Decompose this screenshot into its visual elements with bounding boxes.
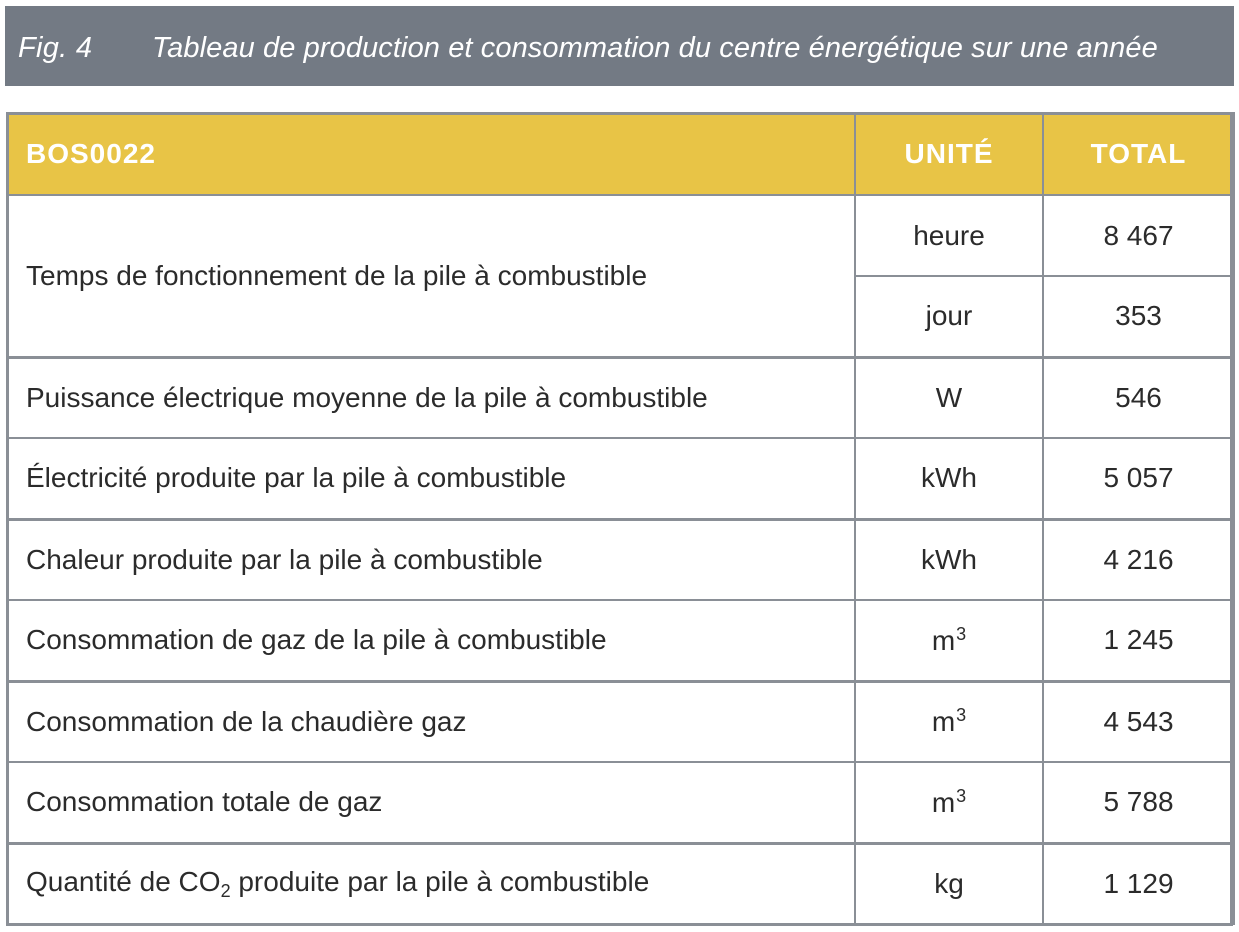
row-label: Consommation de gaz de la pile à combustible: [7, 600, 855, 681]
label-subscript: 2: [220, 880, 231, 901]
unit-base: m: [931, 706, 956, 738]
row-label: Électricité produite par la pile à combustible: [7, 438, 855, 519]
header-total: TOTAL: [1043, 113, 1234, 195]
row-total: 1 245: [1043, 600, 1234, 681]
data-table: [6, 112, 1235, 925]
table-row: [7, 681, 1234, 762]
unit-superscript: 3: [956, 705, 967, 726]
unit-base: m: [931, 624, 956, 656]
row-total: 546: [1043, 357, 1234, 438]
row-total: 5 057: [1043, 438, 1234, 519]
unit-base: m: [931, 786, 956, 818]
row-total: 353: [1043, 276, 1234, 357]
unit-superscript: 3: [956, 623, 967, 644]
row-total: 8 467: [1043, 195, 1234, 276]
table-row: [7, 843, 1234, 924]
row-label: Temps de fonctionnement de la pile à combustible: [7, 195, 855, 357]
row-unit: [855, 681, 1043, 762]
figure-number: Fig. 4: [18, 32, 93, 64]
row-total: 5 788: [1043, 762, 1234, 843]
row-unit: kg: [855, 843, 1043, 924]
row-label: Chaleur produite par la pile à combustible: [7, 519, 855, 600]
row-unit: [855, 600, 1043, 681]
label-post: produite par la pile à combustible: [230, 865, 650, 897]
table-row: [7, 600, 1234, 681]
row-label: Puissance électrique moyenne de la pile à combustible: [7, 357, 855, 438]
row-unit: kWh: [855, 519, 1043, 600]
table-row: [7, 357, 1234, 438]
row-unit: W: [855, 357, 1043, 438]
header-label: BOS0022: [7, 113, 855, 195]
row-unit: [855, 762, 1043, 843]
row-label: Consommation de la chaudière gaz: [7, 681, 855, 762]
row-unit: jour: [855, 276, 1043, 357]
row-total: 4 543: [1043, 681, 1234, 762]
row-label: Consommation totale de gaz: [7, 762, 855, 843]
figure-caption-bar: [5, 6, 1234, 86]
header-unit: UNITÉ: [855, 113, 1043, 195]
table-row: [7, 519, 1234, 600]
row-label: [7, 843, 855, 924]
table-row: [7, 438, 1234, 519]
figure-title: Tableau de production et consommation du centre énergétique sur une année: [152, 32, 1158, 64]
row-unit: kWh: [855, 438, 1043, 519]
table-row: [7, 195, 1234, 276]
label-pre: Quantité de CO: [26, 865, 221, 897]
table-header-row: [7, 113, 1234, 195]
row-total: 1 129: [1043, 843, 1234, 924]
table-row: [7, 762, 1234, 843]
unit-superscript: 3: [956, 785, 967, 806]
row-unit: heure: [855, 195, 1043, 276]
row-total: 4 216: [1043, 519, 1234, 600]
